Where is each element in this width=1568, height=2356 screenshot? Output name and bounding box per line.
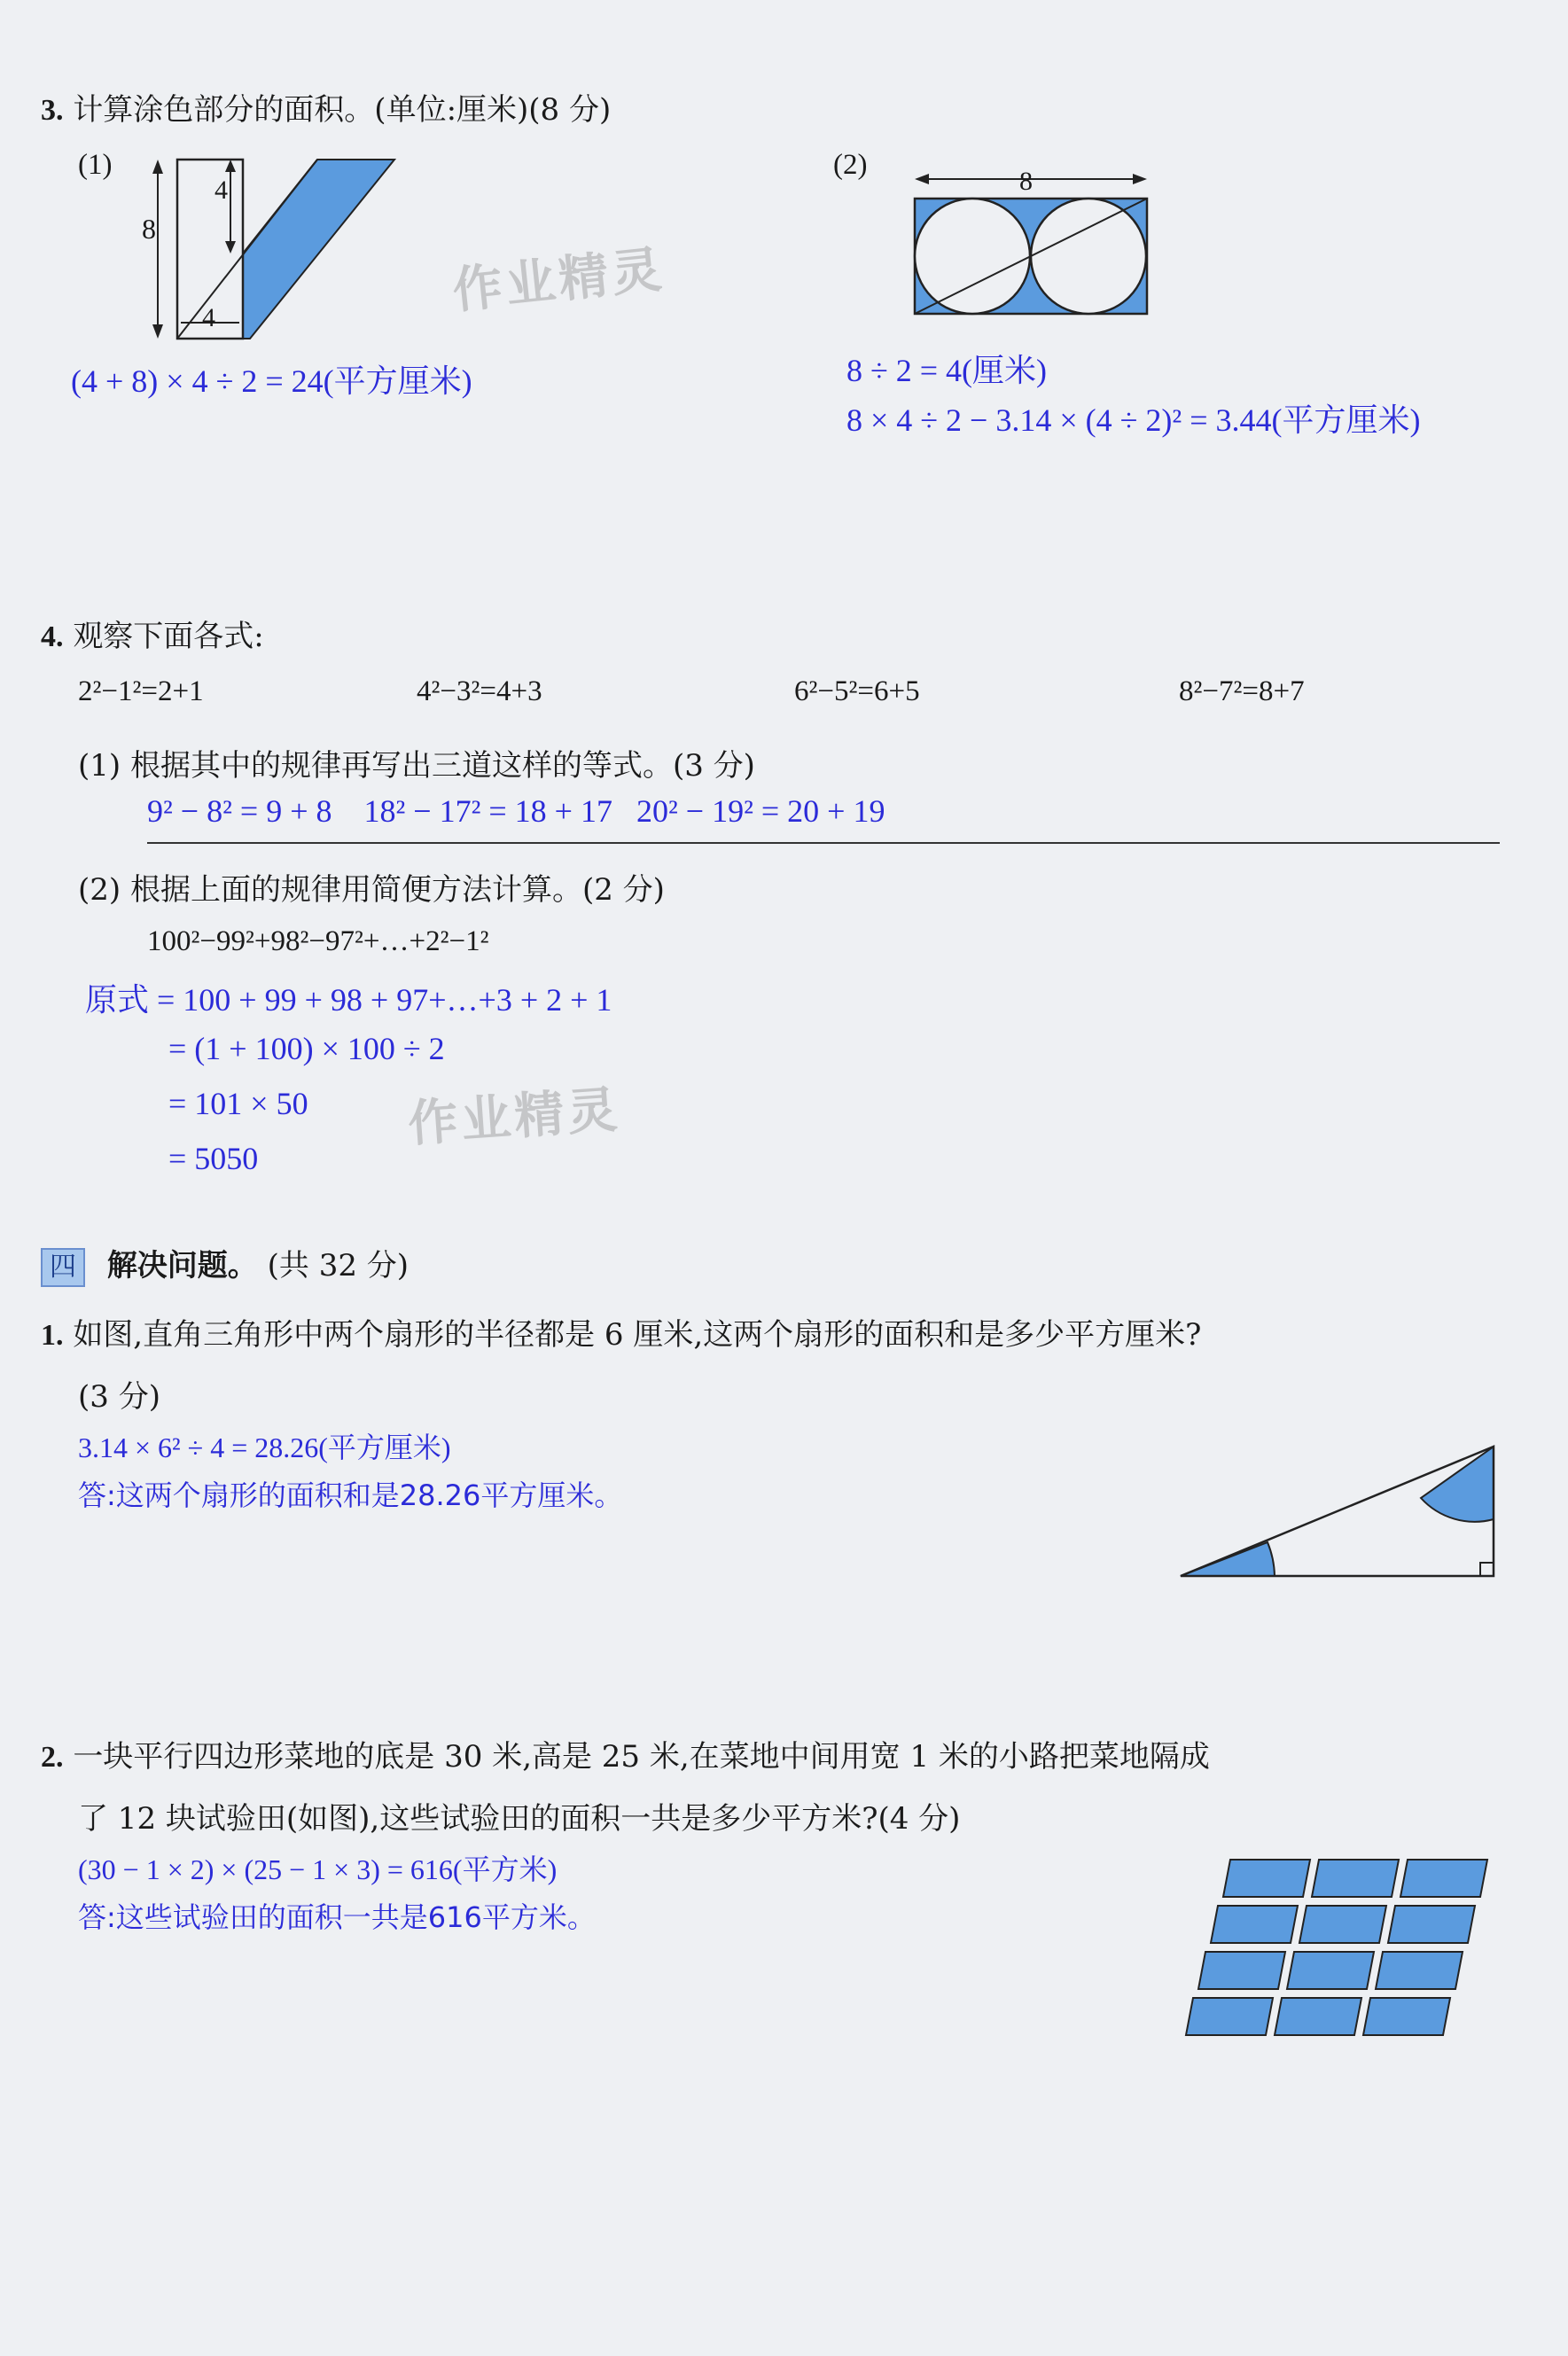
q3-figure-1 bbox=[142, 151, 408, 346]
q4-example-2: 4²−3²=4+3 bbox=[417, 675, 542, 707]
q4-part2-expression: 100²−99²+98²−97²+…+2²−1² bbox=[147, 925, 489, 957]
section-title: 解决问题。 bbox=[106, 1248, 258, 1283]
p1-answer-1: 3.14 × 6² ÷ 4 = 28.26(平方厘米) bbox=[78, 1432, 451, 1463]
watermark: 作业精灵 bbox=[406, 1080, 623, 1154]
q4-example-1: 2²−1²=2+1 bbox=[78, 675, 204, 707]
q4-part1-answer: 9² − 8² = 9 + 8 18² − 17² = 18 + 17 20² − 19² = 20 + 19 bbox=[147, 793, 885, 829]
p1-answer-2: 答:这两个扇形的面积和是28.26平方厘米。 bbox=[78, 1478, 623, 1512]
section-4-header bbox=[41, 1241, 409, 1287]
q4-part2-prompt: (2) 根据上面的规律用简便方法计算。(2 分) bbox=[78, 872, 665, 908]
q3-p1-dim-height: 8 bbox=[142, 213, 156, 245]
p2-answer-2: 答:这些试验田的面积一共是616平方米。 bbox=[78, 1900, 596, 1934]
p1-points: (3 分) bbox=[78, 1379, 160, 1415]
q3-p2-answer-2: 8 × 4 ÷ 2 − 3.14 × (4 ÷ 2)² = 3.44(平方厘米) bbox=[846, 402, 1421, 438]
q4-step-2: = (1 + 100) × 100 ÷ 2 bbox=[168, 1031, 445, 1066]
watermark: 作业精灵 bbox=[449, 240, 668, 321]
section-points: (共 32 分) bbox=[267, 1248, 410, 1283]
q3-p2-answer-1: 8 ÷ 2 = 4(厘米) bbox=[846, 353, 1048, 388]
q4-title-text: 观察下面各式: bbox=[73, 619, 264, 654]
q3-p2-label: (2) bbox=[833, 149, 868, 181]
q4-step-1: 原式 = 100 + 99 + 98 + 97+…+3 + 2 + 1 bbox=[85, 982, 612, 1018]
q3-p1-label: (1) bbox=[78, 149, 113, 181]
p1-number: 1. bbox=[41, 1319, 64, 1352]
q4-title bbox=[41, 612, 264, 655]
q3-p1-dim-bottom: 4 bbox=[202, 303, 215, 332]
p2-number: 2. bbox=[41, 1741, 64, 1774]
p1-text: 如图,直角三角形中两个扇形的半径都是 6 厘米,这两个扇形的面积和是多少平方厘米? bbox=[73, 1317, 1202, 1353]
q3-number: 3. bbox=[41, 94, 64, 127]
section-badge: 四 bbox=[41, 1248, 85, 1287]
p1-triangle-figure bbox=[1179, 1439, 1498, 1590]
q3-figure-2 bbox=[913, 160, 1152, 319]
p2-text-1: 一块平行四边形菜地的底是 30 米,高是 25 米,在菜地中间用宽 1 米的小路把菜地隔成 bbox=[73, 1739, 1210, 1775]
q3-p1-answer: (4 + 8) × 4 ÷ 2 = 24(平方厘米) bbox=[71, 363, 472, 399]
q3-title bbox=[41, 85, 611, 129]
q3-p2-dim-width: 8 bbox=[1019, 167, 1033, 196]
p2-text-2: 了 12 块试验田(如图),这些试验田的面积一共是多少平方米?(4 分) bbox=[78, 1801, 961, 1837]
q4-number: 4. bbox=[41, 620, 64, 653]
q4-step-3: = 101 × 50 bbox=[168, 1086, 308, 1121]
q3-title-text: 计算涂色部分的面积。(单位:厘米)(8 分) bbox=[73, 92, 612, 128]
q4-example-4: 8²−7²=8+7 bbox=[1179, 675, 1305, 707]
p2-question-line-1 bbox=[41, 1732, 1210, 1775]
q4-part1-prompt: (1) 根据其中的规律再写出三道这样的等式。(3 分) bbox=[78, 748, 755, 784]
p1-question bbox=[41, 1310, 1201, 1354]
p2-parallelogram-figure bbox=[1179, 1858, 1507, 2046]
answer-line bbox=[147, 842, 1500, 844]
p2-answer-1: (30 − 1 × 2) × (25 − 1 × 3) = 616(平方米) bbox=[78, 1853, 558, 1885]
q3-p1-dim-top: 4 bbox=[215, 176, 228, 205]
q4-example-3: 6²−5²=6+5 bbox=[794, 675, 920, 707]
q4-step-4: = 5050 bbox=[168, 1141, 259, 1176]
